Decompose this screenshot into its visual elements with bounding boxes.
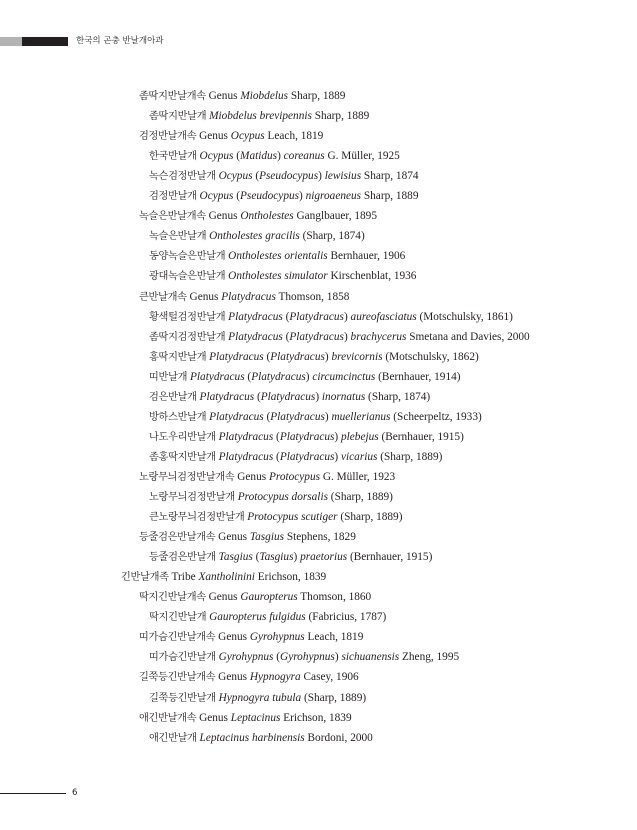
korean-name: 녹슨검정반날개 (149, 171, 216, 183)
name-text: ( (254, 390, 261, 403)
name-text: (Sharp, 1889) (301, 691, 367, 704)
scientific-name-italic: Platydracus (218, 450, 274, 463)
name-text: ) (277, 150, 284, 163)
name-text: (Bernhauer, 1915) (347, 551, 433, 564)
header-gray-bar (0, 37, 22, 46)
name-text: ) (334, 450, 341, 463)
name-text: ) (324, 350, 332, 363)
korean-name: 황색털검정반날개 (149, 311, 226, 323)
korean-name: 광대녹슬은반날개 (149, 271, 226, 283)
name-text: Genus (208, 210, 241, 223)
scientific-name-italic: aureofasciatus (350, 310, 417, 323)
scientific-name-italic: Gyrohypnus (218, 651, 274, 664)
scientific-name-italic: Ontholestes orientalis (228, 250, 328, 263)
name-text: Thomson, 1858 (275, 290, 350, 303)
korean-name: 한국반날개 (149, 151, 197, 163)
name-text: ) (305, 370, 313, 383)
korean-name: 동양녹슬은반날개 (149, 251, 226, 263)
name-text: ( (273, 430, 280, 443)
name-text: (Sharp, 1874) (299, 230, 365, 243)
korean-name: 큰노랑무늬검정반날개 (149, 512, 245, 524)
scientific-name-italic: Protocypus scutiger (247, 511, 338, 524)
scientific-name-italic: Platydracus (221, 290, 276, 303)
name-text: (Bernhauer, 1914) (375, 370, 461, 383)
header-black-bar (22, 37, 68, 46)
scientific-name-italic: Platydracus (218, 430, 274, 443)
scientific-name-italic: Ontholestes (240, 210, 294, 223)
scientific-name-italic: Platydracus (289, 310, 344, 323)
species-entry (149, 347, 479, 367)
species-entry (149, 367, 461, 387)
name-text: Stephens, 1829 (284, 531, 356, 544)
scientific-name-italic: Hypnogyra (249, 671, 301, 684)
footer-rule (0, 793, 66, 794)
scientific-name-italic: lewisius (324, 170, 362, 183)
scientific-name-italic: Platydracus (289, 330, 344, 343)
species-entry (149, 507, 402, 527)
scientific-name-italic: Hypnogyra tubula (218, 691, 302, 704)
scientific-name-italic: Platydracus (228, 310, 283, 323)
name-text: ) (343, 310, 351, 323)
genus-entry (139, 467, 395, 487)
korean-name: 애긴반날개 (149, 732, 197, 744)
scientific-name-italic: Platydracus (190, 370, 245, 383)
species-entry (149, 547, 432, 567)
name-text: ( (282, 310, 290, 323)
name-text: Bordoni, 2000 (304, 731, 373, 744)
scientific-name-italic: Platydracus (279, 450, 335, 463)
scientific-name-italic: coreanus (283, 150, 325, 163)
name-text: Genus (199, 711, 231, 724)
name-text: Sharp, 1874 (361, 170, 419, 183)
genus-entry (139, 287, 349, 307)
species-entry (149, 246, 405, 266)
name-text: Thomson, 1860 (297, 591, 372, 604)
scientific-name-italic: Platydracus (228, 330, 283, 343)
korean-name: 녹슬은반날개 (149, 231, 207, 243)
genus-entry (139, 627, 363, 647)
korean-name: 딱지긴반날개속 (139, 592, 206, 604)
scientific-name-italic: Platydracus (251, 370, 306, 383)
name-text: ( (273, 651, 281, 664)
scientific-name-italic: Ocypus (199, 150, 234, 163)
scientific-name-italic: Protocypus dorsalis (237, 491, 328, 503)
name-text: Sharp, 1889 (288, 90, 346, 102)
name-text: Genus (208, 90, 241, 102)
genus-entry (139, 587, 371, 607)
species-entry (149, 186, 418, 206)
name-text: ) (315, 390, 322, 403)
name-text: Zheng, 1995 (399, 651, 460, 664)
name-text: (Sharp, 1889) (377, 450, 443, 463)
name-text: ( (282, 330, 290, 343)
name-text: ( (263, 410, 271, 423)
korean-name: 좀홍딱지반날개 (149, 451, 216, 463)
name-text: ( (233, 150, 241, 163)
scientific-name-italic: Tasgius (249, 531, 284, 544)
name-text: Leach, 1819 (264, 130, 324, 143)
scientific-name-italic: vicarius (341, 450, 378, 463)
korean-name: 큰반날개속 (139, 291, 187, 303)
name-text: Sharp, 1889 (311, 110, 370, 123)
scientific-name-italic: Platydracus (209, 410, 264, 423)
scientific-name-italic: Tasgius (218, 551, 253, 564)
name-text: ) (334, 651, 342, 664)
name-text: (Bernhauer, 1915) (378, 430, 464, 443)
name-text: ( (273, 450, 280, 463)
scientific-name-italic: brachycerus (350, 330, 407, 343)
korean-name: 좀딱지반날개 (149, 111, 207, 123)
scientific-name-italic: plebejus (341, 430, 379, 443)
species-entry (149, 407, 482, 427)
name-text: (Sharp, 1889) (327, 491, 393, 503)
name-text: (Fabricius, 1787) (305, 611, 387, 624)
scientific-name-italic: Platydracus (199, 390, 255, 403)
korean-name: 띠가슴긴반날개 (149, 652, 216, 664)
scientific-name-italic: Xantholinini (198, 571, 255, 584)
scientific-name-italic: Ontholestes simulator (228, 270, 328, 283)
scientific-name-italic: Matidus (240, 150, 278, 163)
species-entry (149, 607, 386, 627)
name-text: Genus (199, 130, 231, 143)
scientific-name-italic: Gyrohypnus (280, 651, 335, 664)
name-text: Genus (218, 531, 250, 544)
name-text: ( (263, 350, 271, 363)
scientific-name-italic: brevicornis (331, 350, 383, 363)
name-text: Genus (208, 591, 241, 604)
running-header-title: 한국의 곤충 반날개아과 (76, 36, 164, 46)
korean-name: 녹슬은반날개속 (139, 211, 206, 223)
species-entry (149, 487, 393, 507)
scientific-name-italic: Platydracus (279, 430, 335, 443)
name-text: ) (299, 190, 306, 203)
korean-name: 딱지긴반날개 (149, 612, 207, 624)
species-entry (149, 146, 400, 166)
name-text: (Sharp, 1889) (337, 511, 403, 524)
species-entry (149, 226, 365, 246)
korean-name: 띠반날개 (149, 371, 188, 383)
scientific-name-italic: Miobdelus (240, 90, 289, 102)
scientific-name-italic: Pseudocypus (240, 190, 300, 203)
scientific-name-italic: Miobdelus brevipennis (209, 110, 312, 123)
korean-name: 등줄검은반날개속 (139, 532, 216, 544)
name-text: Erichson, 1839 (254, 571, 327, 584)
korean-name: 방하스반날개 (149, 411, 207, 423)
genus-entry (139, 206, 377, 226)
scientific-name-italic: Leptacinus harbinensis (199, 731, 305, 744)
korean-name: 좀딱지반날개속 (139, 91, 206, 102)
species-entry (149, 307, 513, 327)
name-text: Smetana and Davies, 2000 (406, 330, 530, 343)
scientific-name-italic: Gyrohypnus (249, 631, 305, 644)
korean-name: 홍딱지반날개 (149, 351, 207, 363)
scientific-name-italic: Ocypus (218, 170, 253, 183)
korean-name: 좀딱지검정반날개 (149, 331, 226, 343)
scientific-name-italic: Pseudocypus (259, 170, 319, 183)
name-text: Tribe (171, 571, 199, 584)
name-text: G. Müller, 1925 (324, 150, 400, 163)
genus-entry (139, 86, 345, 106)
scientific-name-italic: Platydracus (260, 390, 316, 403)
species-entry (149, 266, 416, 286)
korean-name: 검정반날개 (149, 191, 197, 203)
name-text: Ganglbauer, 1895 (293, 210, 377, 223)
name-text: Genus (218, 631, 250, 644)
name-text: (Motschulsky, 1862) (382, 350, 479, 363)
species-entry (149, 427, 464, 447)
scientific-name-italic: Platydracus (270, 410, 325, 423)
scientific-name-italic: Platydracus (270, 350, 325, 363)
scientific-name-italic: nigroaeneus (305, 190, 362, 203)
korean-name: 검정반날개속 (139, 131, 197, 143)
name-text: Sharp, 1889 (361, 190, 419, 203)
tribe-entry (121, 567, 326, 587)
species-entry (149, 327, 530, 347)
name-text: Kirschenblat, 1936 (327, 270, 417, 283)
scientific-name-italic: Leptacinus (230, 711, 281, 724)
name-text: G. Müller, 1923 (320, 470, 396, 483)
scientific-name-italic: sichuanensis (341, 651, 400, 664)
korean-name: 길쭉등긴반날개속 (139, 672, 216, 684)
scientific-name-italic: inornatus (321, 390, 366, 403)
species-entry (149, 106, 369, 126)
species-entry (149, 387, 430, 407)
name-text: (Motschulsky, 1861) (416, 310, 513, 323)
name-text: Genus (237, 470, 269, 483)
page-number: 6 (72, 788, 78, 798)
scientific-name-italic: Gauropterus fulgidus (209, 611, 306, 624)
name-text: ) (324, 410, 332, 423)
name-text: ( (252, 551, 260, 564)
name-text: Erichson, 1839 (280, 711, 352, 724)
name-text: ( (233, 190, 241, 203)
scientific-name-italic: circumcinctus (312, 370, 376, 383)
name-text: ) (318, 170, 325, 183)
scientific-name-italic: Platydracus (209, 350, 264, 363)
species-entry (149, 688, 366, 708)
name-text: ( (252, 170, 260, 183)
scientific-name-italic: Protocypus (268, 470, 320, 483)
korean-name: 길쭉등긴반날개 (149, 692, 216, 704)
scientific-name-italic: Ocypus (199, 190, 234, 203)
korean-name: 애긴반날개속 (139, 712, 197, 724)
genus-entry (139, 126, 323, 146)
scientific-name-italic: muellerianus (331, 410, 391, 423)
name-text: ) (343, 330, 351, 343)
korean-name: 띠가슴긴반날개속 (139, 632, 216, 644)
name-text: ( (244, 370, 252, 383)
name-text: (Scheerpeltz, 1933) (390, 410, 482, 423)
name-text: Leach, 1819 (304, 631, 364, 644)
korean-name: 긴반날개족 (121, 572, 169, 584)
korean-name: 검은반날개 (149, 391, 197, 403)
species-entry (149, 647, 459, 667)
name-text: ) (293, 551, 301, 564)
scientific-name-italic: Ontholestes gracilis (209, 230, 300, 243)
korean-name: 노랑무늬검정반날개 (149, 492, 235, 503)
name-text: ) (334, 430, 341, 443)
species-entry (149, 166, 419, 186)
species-entry (149, 447, 442, 467)
korean-name: 나도우리반날개 (149, 431, 216, 443)
scientific-name-italic: Tasgius (259, 551, 294, 564)
scientific-name-italic: Gauropterus (240, 591, 298, 604)
name-text: Casey, 1906 (300, 671, 359, 684)
korean-name: 노랑무늬검정반날개속 (139, 471, 235, 483)
scientific-name-italic: praetorius (300, 551, 348, 564)
name-text: (Sharp, 1874) (365, 390, 431, 403)
name-text: Bernhauer, 1906 (327, 250, 406, 263)
name-text: Genus (189, 290, 222, 303)
genus-entry (139, 708, 352, 728)
scientific-name-italic: Ocypus (230, 130, 265, 143)
genus-entry (139, 527, 356, 547)
genus-entry (139, 667, 359, 687)
korean-name: 등줄검은반날개 (149, 552, 216, 564)
name-text: Genus (218, 671, 250, 684)
species-entry (149, 728, 373, 748)
